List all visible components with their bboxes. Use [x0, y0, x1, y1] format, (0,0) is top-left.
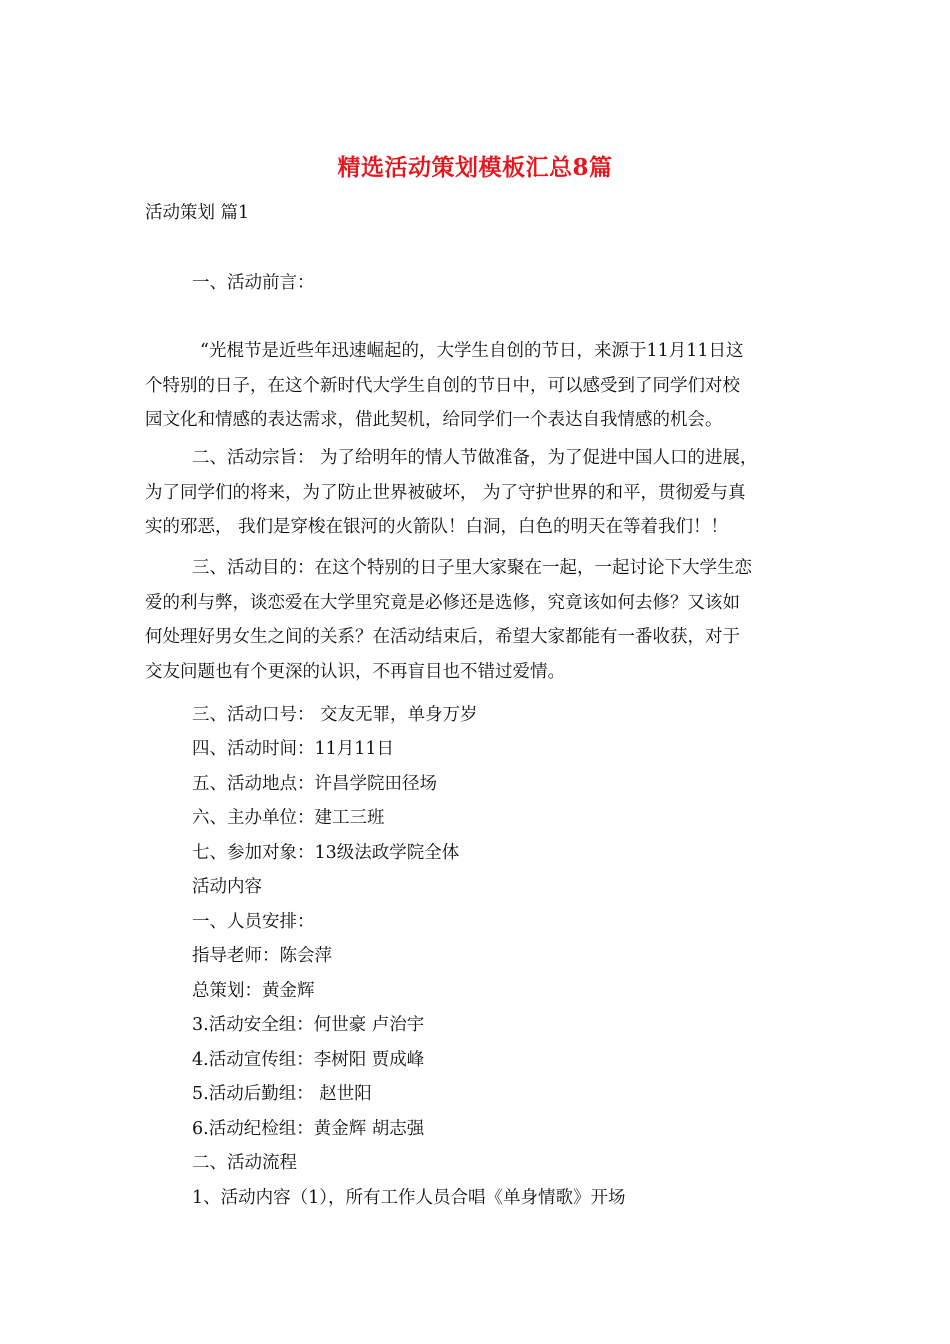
activity-location: 五、活动地点：许昌学院田径场 [192, 774, 437, 794]
staffing-heading: 一、人员安排： [192, 912, 315, 932]
preface-line: “光棍节是近些年迅速崛起的，大学生自创的节日，来源于11月11日这 [200, 341, 744, 361]
document-title: 精选活动策划模板汇总8篇 [337, 154, 613, 181]
activity-slogan: 三、活动口号： 交友无罪，单身万岁 [192, 705, 478, 725]
staff-advisor: 指导老师：陈会萍 [192, 946, 332, 966]
goal-line: 何处理好男女生之间的关系？在活动结束后，希望大家都能有一番收获，对于 [145, 627, 740, 647]
preface-line: 个特别的日子，在这个新时代大学生自创的节日中，可以感受到了同学们对校 [145, 375, 740, 396]
purpose-line: 为了同学们的将来，为了防止世界被破坏， 为了守护世界的和平，贯彻爱与真 [145, 482, 746, 503]
activity-time: 四、活动时间：11月11日 [192, 739, 395, 759]
activity-participants: 七、参加对象：13级法政学院全体 [192, 843, 460, 863]
activity-content-heading: 活动内容 [192, 877, 262, 897]
process-heading: 二、活动流程 [192, 1153, 297, 1173]
goal-line: 三、活动目的：在这个特别的日子里大家聚在一起，一起讨论下大学生恋 [192, 558, 752, 578]
staff-discipline: 6.活动纪检组：黄金辉 胡志强 [192, 1119, 425, 1139]
staff-publicity: 4.活动宣传组：李树阳 贾成峰 [192, 1050, 425, 1070]
process-step-1: 1、活动内容（1），所有工作人员合唱《单身情歌》开场 [192, 1188, 626, 1208]
goal-line: 交友问题也有个更深的认识，不再盲目也不错过爱情。 [145, 661, 565, 682]
purpose-line: 实的邪恶， 我们是穿梭在银河的火箭队！白洞，白色的明天在等着我们！！ [145, 517, 729, 537]
purpose-paragraph [145, 441, 810, 545]
staff-planner: 总策划：黄金辉 [192, 981, 315, 1001]
goal-paragraph [145, 551, 810, 689]
preface-heading: 一、活动前言： [192, 273, 315, 293]
staff-safety: 3.活动安全组：何世豪 卢治宇 [192, 1015, 425, 1035]
preface-line: 园文化和情感的表达需求，借此契机，给同学们一个表达自我情感的机会。 [145, 410, 723, 430]
purpose-line: 二、活动宗旨： 为了给明年的情人节做准备，为了促进中国人口的进展， [192, 448, 758, 468]
staff-logistics: 5.活动后勤组： 赵世阳 [192, 1084, 372, 1104]
section-heading: 活动策划 篇1 [145, 203, 250, 223]
activity-organizer: 六、主办单位：建工三班 [192, 808, 385, 828]
preface-paragraph [145, 334, 810, 438]
goal-line: 爱的利与弊，谈恋爱在大学里究竟是必修还是选修，究竟该如何去修？又该如 [145, 592, 740, 613]
